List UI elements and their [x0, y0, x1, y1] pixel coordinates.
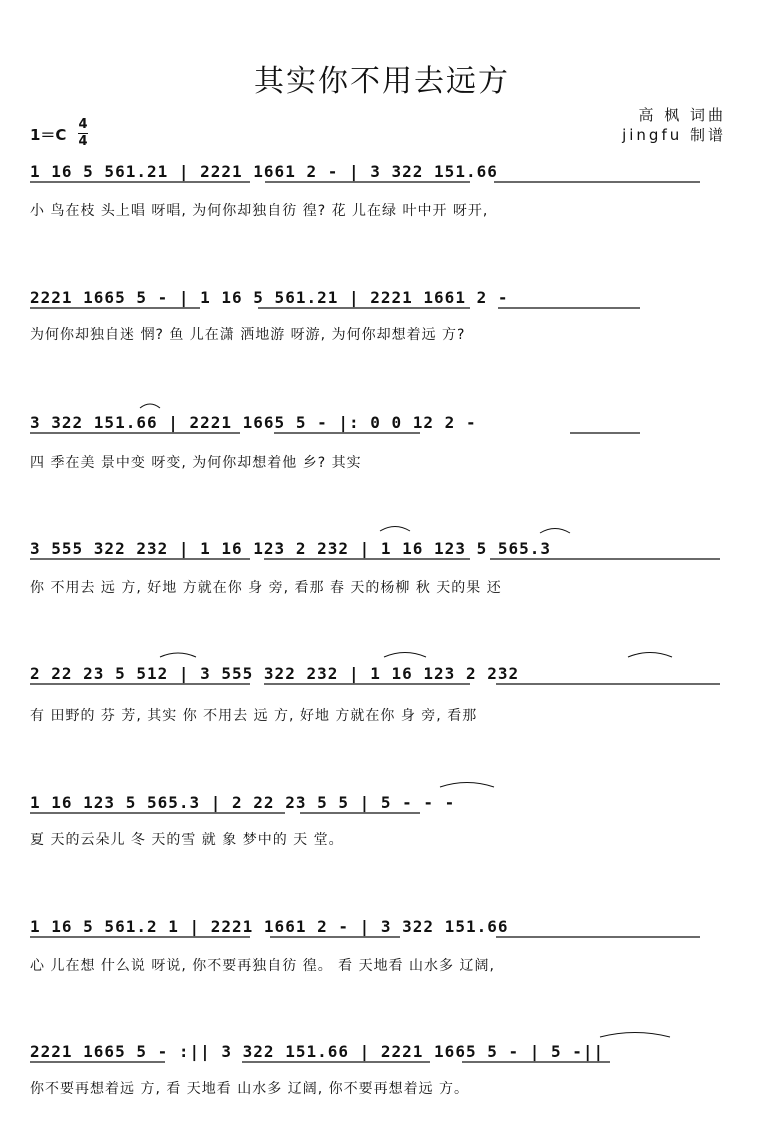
system-4-lyrics: 你 不用去 远 方, 好地 方就在你 身 旁, 看那 春 天的杨柳 秋 天的果 还 — [30, 580, 502, 596]
system-8-lyrics: 你不要再想着远 方, 看 天地看 山水多 辽阔, 你不要再想着远 方。 — [30, 1081, 470, 1097]
time-signature-bottom: 4 — [78, 134, 88, 149]
system-3-lyrics: 四 季在美 景中变 呀变, 为何你却想着他 乡? 其实 — [30, 455, 362, 471]
system-1-notes: 1 16 5 561.21 | 2221 1661 2 - | 3 322 151.66 — [30, 162, 498, 181]
system-4-notes: 3 555 322 232 | 1 16 123 2 232 | 1 16 123 5 565.3 — [30, 539, 552, 558]
system-7-notes: 1 16 5 561.2 1 | 2221 1661 2 - | 3 322 151.66 — [30, 917, 509, 936]
system-2-notes: 2221 1665 5 - | 1 16 5 561.21 | 2221 1661 2 - — [30, 288, 509, 307]
system-5-lyrics: 有 田野的 芬 芳, 其实 你 不用去 远 方, 好地 方就在你 身 旁, 看那 — [30, 708, 478, 724]
system-8-notes: 2221 1665 5 - :|| 3 322 151.66 | 2221 1665 5 - | 5 -|| — [30, 1042, 605, 1061]
system-6-notes: 1 16 123 5 565.3 | 2 22 23 5 5 | 5 - - - — [30, 793, 456, 812]
system-2-lyrics: 为何你却独自迷 惘? 鱼 儿在潇 洒地游 呀游, 为何你却想着远 方? — [30, 327, 466, 343]
system-6-lyrics: 夏 天的云朵儿 冬 天的雪 就 象 梦中的 天 堂。 — [30, 832, 344, 848]
song-title: 其实你不用去远方 — [254, 64, 510, 99]
system-3-notes: 3 322 151.66 | 2221 1665 5 - |: 0 0 12 2 - — [30, 413, 477, 432]
system-7-lyrics: 心 儿在想 什么说 呀说, 你不要再独自彷 徨。 看 天地看 山水多 辽阔, — [30, 958, 495, 974]
arranger-credit: jingfu 制谱 — [622, 126, 726, 144]
key-signature: 1＝C — [30, 126, 67, 144]
system-5-notes: 2 22 23 5 512 | 3 555 322 232 | 1 16 123 2 232 — [30, 664, 520, 683]
lyricist-credit: 高 枫 词曲 — [638, 106, 726, 124]
time-signature-top: 4 — [78, 117, 88, 132]
system-1-lyrics: 小 鸟在枝 头上唱 呀唱, 为何你却独自彷 徨? 花 儿在绿 叶中开 呀开, — [30, 203, 489, 219]
